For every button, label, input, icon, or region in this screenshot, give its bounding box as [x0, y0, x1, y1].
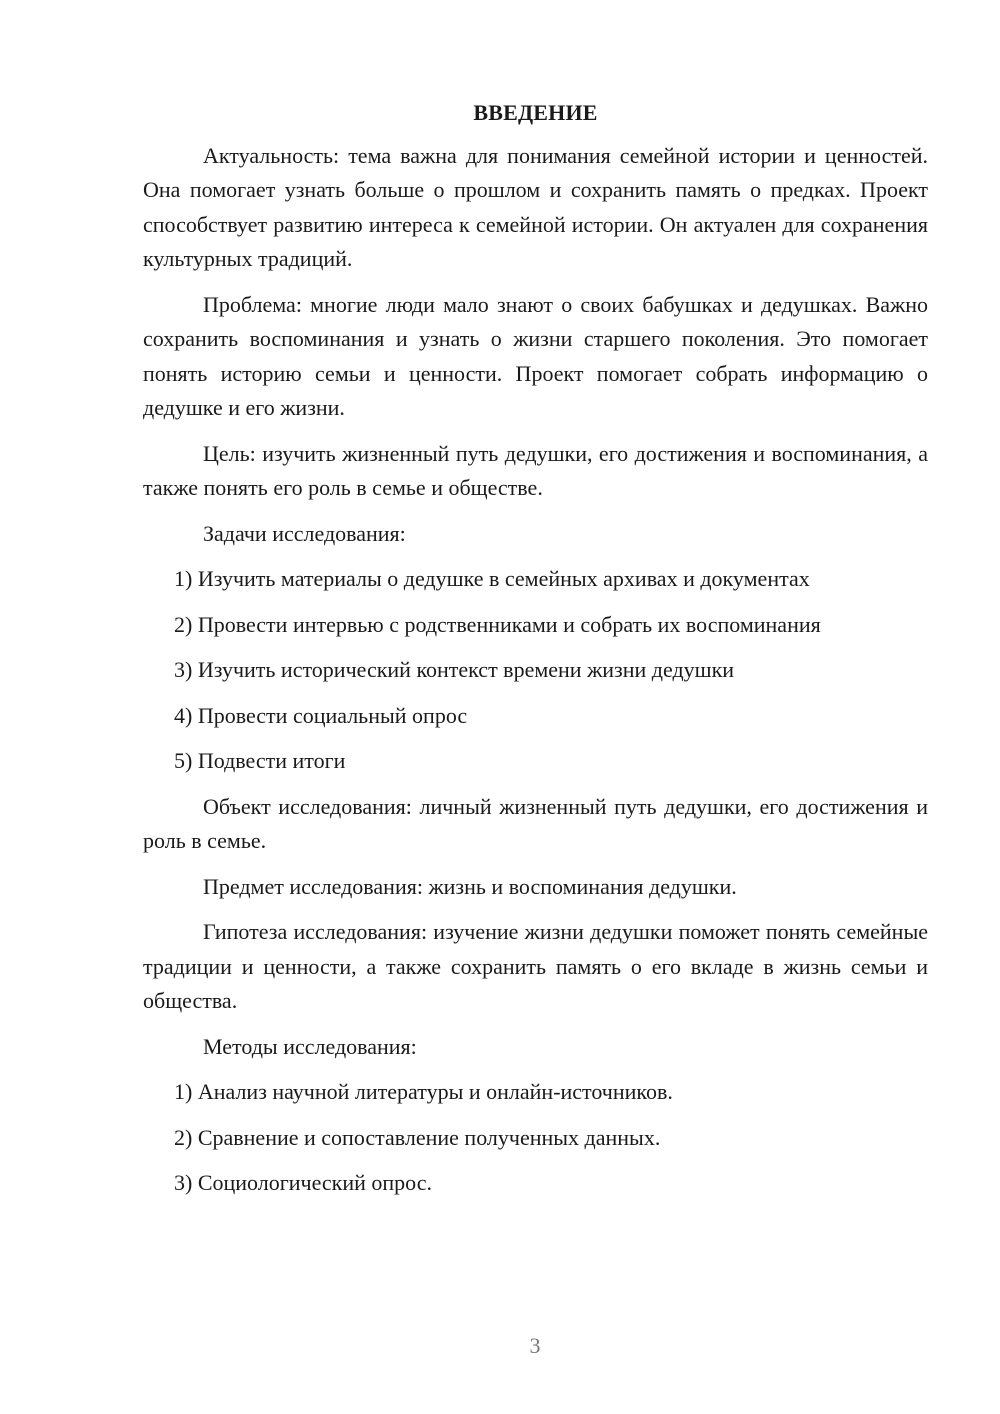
hypothesis-paragraph: Гипотеза исследования: изучение жизни дедушки поможет понять семейные традиции и ценности, а также сохранить память о его вкладе в жизнь семьи и общества. [143, 919, 928, 1013]
tasks-label: Задачи исследования: [203, 520, 406, 546]
tasks-list [143, 562, 928, 779]
methods-label: Методы исследования: [203, 1033, 417, 1059]
list-item: 4) Провести социальный опрос [174, 702, 468, 728]
subject-paragraph: Предмет исследования: жизнь и воспоминания дедушки. [203, 873, 737, 899]
methods-list [143, 1075, 928, 1201]
problem-paragraph: Проблема: многие люди мало знают о своих бабушках и дедушках. Важно сохранить воспоминания и узнать о жизни старшего поколения. Это помогает понять историю семьи и ценности. Проект помогает собрать информацию о дедушке и его жизни. [143, 291, 928, 420]
document-body [143, 96, 928, 1212]
relevance-paragraph: Актуальность: тема важна для понимания семейной истории и ценностей. Она помогает узнать больше о прошлом и сохранить память о предках. Проект способствует развитию интереса к семейной истории. Он актуален для сохранения культурных традиций. [143, 142, 928, 271]
page-number: 3 [529, 1333, 541, 1358]
list-item: 1) Изучить материалы о дедушке в семейных архивах и документах [174, 566, 810, 591]
object-paragraph: Объект исследования: личный жизненный путь дедушки, его достижения и роль в семье. [143, 793, 928, 853]
list-item: 1) Анализ научной литературы и онлайн-источников. [174, 1079, 673, 1104]
list-item: 3) Социологический опрос. [174, 1170, 432, 1195]
list-item: 3) Изучить исторический контекст времени жизни дедушки [174, 657, 735, 682]
list-item: 5) Подвести итоги [174, 748, 346, 773]
section-heading: ВВЕДЕНИЕ [473, 100, 598, 125]
list-item: 2) Провести интервью с родственниками и собрать их воспоминания [174, 611, 821, 637]
list-item: 2) Сравнение и сопоставление полученных данных. [174, 1124, 661, 1150]
goal-paragraph: Цель: изучить жизненный путь дедушки, его достижения и воспоминания, а также понять его роль в семье и обществе. [143, 440, 928, 500]
